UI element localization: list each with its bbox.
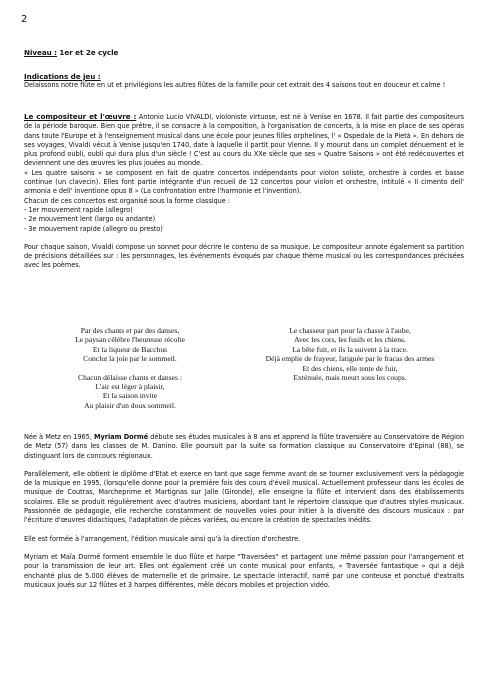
bio-paragraph-3: Elle est formée à l'arrangement, l'édition musicale ainsi qu'à la direction d'orchestre.: [24, 534, 301, 543]
poem-line: Conclut la joie par le sommeil.: [83, 354, 177, 364]
playing-indications-title: Indications de jeu :: [24, 72, 101, 81]
bio-text: débute ses études musicales à 8 ans et apprend la flûte traversière au Conservatoire de Région de Metz (57) dans les classes de M. Danino. Elle poursuit par la suite sa formation classique au Conservatoire d'Epinal (88), se distinguant lors de concours régionaux.: [24, 433, 464, 460]
author-name: Myriam Dormé: [94, 433, 149, 441]
poem-line: Le chasseur part pour la chasse à l'aube,: [289, 326, 411, 335]
list-item: - 2e mouvement lent (largo ou andante): [24, 215, 156, 224]
poem-line: Le paysan célèbre l'heureuse récolte: [75, 335, 185, 345]
composer-section-title: Le compositeur et l'œuvre :: [24, 112, 137, 121]
poem-line: La bête fuit, et ils la suivent à la trace.: [292, 344, 408, 354]
poem-right: [245, 326, 455, 382]
bio-text: Née à Metz en 1965,: [24, 433, 95, 441]
poem-line: Déjà emplie de frayeur, fatiguée par le fracas des armes: [265, 354, 435, 364]
poem-line: L'air est léger à plaisir,: [95, 382, 165, 392]
list-item: - 1er mouvement rapide (allegro): [24, 205, 133, 214]
page-number: 2: [21, 14, 28, 25]
poem-line: Exténuée, mais meurt sous les coups.: [293, 373, 407, 383]
composer-paragraph-3: Chacun de ces concertos est organisé sous la forme classique :: [24, 196, 230, 205]
composer-section: [24, 112, 464, 271]
composer-paragraph-4: Pour chaque saison, Vivaldi compose un sonnet pour décrire le contenu de sa musique. Le compositeur annote également sa partition de précisions détaillées sur : les personnages, les événements évoqués par chaque thème musical ou les correspondances précisées avec les poèmes.: [24, 242, 464, 270]
bio-paragraph-4: Myriam et Maïa Dormé forment ensemble le duo flûte et harpe "Traversées" et partagent une même passion pour l'arrangement et pour la transmission de leur art. Elles ont également créé un conte musical pour enfants, « Traversée fantastique » qui a déjà enchanté plus de 5.000 élèves de maternelle et de primaire. Le spectacle interactif, narré par une conteuse et ponctué d'extraits musicaux joués sur 12 flûtes et 3 harpes différentes, mêle décors mobiles et projection vidéo.: [24, 552, 464, 589]
bio-paragraph-1: [24, 433, 464, 461]
composer-paragraph-2: « Les quatre saisons » se composent en fait de quatre concertos indépendants pour violon soliste, orchestre à cordes et basse continue (un clavecin). Elles font partie intégrante d'un recueil de 12 concertos pour violon et orchestre, intitulé « Il cimento dell' armonia e dell' inventione opus 8 » (La confrontation entre l'harmonie et l'invention).: [24, 168, 464, 196]
poem-line: Et la liqueur de Bacchus: [92, 344, 168, 354]
poem-line: Et des chiens, elle tente de fuir,: [302, 363, 398, 373]
poem-line: Et la saison invite: [102, 391, 158, 401]
poem-line: Au plaisir d'un doux sommeil.: [84, 400, 176, 410]
poem-line: Chacun délaisse chants et danses :: [78, 372, 182, 382]
movements-list: [24, 206, 464, 234]
level-line: [24, 48, 464, 58]
playing-indications-text: Delaissons notre flûte en ut et privilégions les autres flûtes de la famille pour cet extrait des 4 saisons tout en douceur et calme !: [24, 81, 446, 90]
composer-paragraph-1: Antonio Lucio VIVALDI, violoniste virtuose, est né à Venise en 1678. Il fait partie des compositeurs de la période baroque. Bien que prêtre, il se consacre à la composition, à l'organisation de concerts, à la mise en place de ses opéras dans toute l'Europe et à l'enseignement musical dans une école pour jeunes filles orphelines, l' « Ospedale de la Pietà ». En dehors de ses voyages, Vivaldi vécut à Venise jusqu'en 1740, date à laquelle il partit pour Vienne. Il y mourut dans un complet dénuement et le plus profond oubli, oubli qui dura plus d'un siècle ! C'est au cours du XXe siècle que ses « Quatre Saisons » ont été redécouvertes et deviennent une des œuvres les plus jouées au monde.: [24, 113, 464, 168]
level-value: 1er et 2e cycle: [56, 48, 119, 57]
poem-left: [30, 326, 230, 410]
biography-section: [24, 433, 464, 590]
playing-indications: [24, 72, 464, 91]
poem-line: Avec les cors, les fusils et les chiens.: [294, 335, 406, 345]
bio-paragraph-2: Parallèlement, elle obtient le diplôme d'Etat et exerce en tant que sage femme avant de se tourner exclusivement vers la pédagogie de la musique en 1995, (lorsqu'elle donne pour la première fois des cours d'éveil musical. Actuellement professeur dans les écoles de musique de Coutras, Marcheprime et Martignas sur Jalle (Gironde), elle enseigne la flûte et intervient dans des établissements scolaires. Elle se produit régulièrement avec d'autres musiciens, abordant tant le répertoire classique que d'autres styles musicaux. Passionnée de pédagogie, elle recherche constamment de nouvelles voies pour initier à la diversité des discours musicaux : par l'écriture d'œuvres didactiques, l'adaptation de pièces variées, ou encore la création de spectacles inédits.: [24, 469, 464, 525]
list-item: - 3e mouvement rapide (allegro ou presto): [24, 224, 163, 233]
poem-line: Par des chants et par des danses,: [80, 326, 180, 335]
level-label: Niveau :: [24, 48, 57, 57]
